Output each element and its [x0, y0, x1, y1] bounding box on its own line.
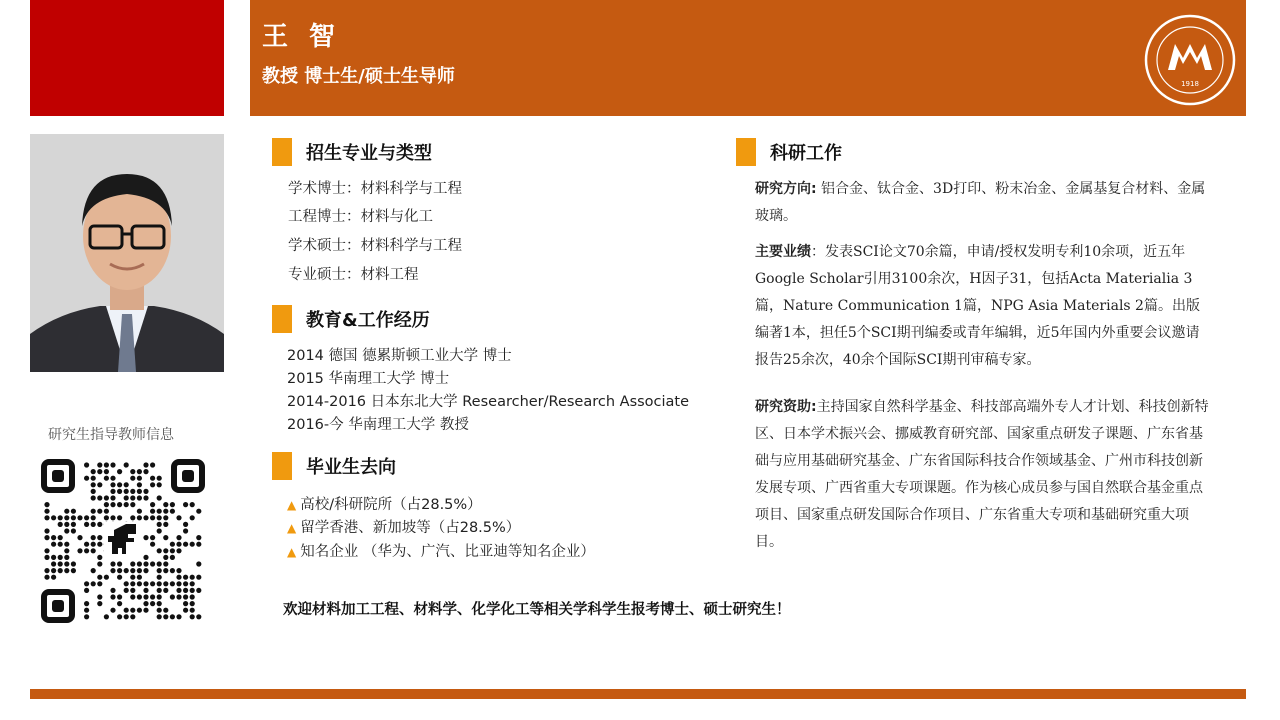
- research-funding-label: 研究资助:: [755, 399, 817, 415]
- heading-accent-bar: [272, 452, 292, 480]
- logo-year: 1918: [1181, 80, 1199, 88]
- professor-title: 教授 博士生/硕士生导师: [262, 66, 455, 87]
- research-funding-text: 主持国家自然科学基金、科技部高端外专人才计划、科技创新特区、日本学术振兴会、挪威教育研究部、国家重点研发子课题、广东省基础与应用基础研究基金、广东省国际科技合作领域基金、广州市科技创新发展专项、广西省重大专项课题。作为核心成员参与国自然联合基金重点项目、国家重点研发国际合作项目、广东省重大专项和基础研究重大项目。: [755, 399, 1209, 550]
- section-research-heading: [736, 138, 842, 166]
- welcome-message: 欢迎材料加工工程、材料学、化学化工等相关学科学生报考博士、硕士研究生！: [283, 602, 791, 618]
- graduates-line: [287, 540, 595, 561]
- graduates-line: [287, 493, 482, 514]
- professor-photo: [30, 134, 224, 372]
- research-achievements-label: 主要业绩: [755, 244, 811, 260]
- research-direction-text: 铝合金、钛合金、3D打印、粉末冶金、金属基复合材料、金属玻璃。: [755, 181, 1206, 224]
- research-achievements: [755, 239, 1211, 374]
- education-line: 2014 德国 德累斯顿工业大学 博士: [287, 348, 512, 364]
- flame-bullet-icon: ▲: [287, 498, 297, 512]
- enrollment-line: 学术博士：材料科学与工程: [288, 181, 462, 197]
- qr-caption: 研究生指导教师信息: [48, 427, 174, 443]
- graduates-text: 高校/科研院所（占28.5%）: [300, 497, 482, 513]
- header-band: [250, 0, 1246, 116]
- flame-bullet-icon: ▲: [287, 545, 297, 559]
- heading-text: 科研工作: [770, 143, 842, 164]
- enrollment-line: 工程博士：材料与化工: [288, 209, 433, 225]
- footer-band: [30, 689, 1246, 699]
- research-funding: [755, 394, 1211, 556]
- enrollment-line: 学术硕士：材料科学与工程: [288, 238, 462, 254]
- research-direction-label: 研究方向:: [755, 181, 817, 197]
- qr-code-icon[interactable]: [40, 458, 206, 624]
- graduates-line: [287, 516, 520, 537]
- section-enrollment-heading: [272, 138, 432, 166]
- heading-accent-bar: [272, 138, 292, 166]
- heading-accent-bar: [272, 305, 292, 333]
- education-line: 2015 华南理工大学 博士: [287, 371, 450, 387]
- red-accent-block: [30, 0, 224, 116]
- flame-bullet-icon: ▲: [287, 521, 297, 535]
- enrollment-line: 专业硕士：材料工程: [288, 267, 419, 283]
- education-line: 2016-今 华南理工大学 教授: [287, 417, 469, 433]
- research-direction: [755, 176, 1211, 230]
- research-achievements-text: ：发表SCI论文70余篇，申请/授权发明专利10余项，近五年Google Scholar引用3100余次，H因子31，包括Acta Materialia 3篇，Nature Communication 1篇，NPG Asia Materials 2篇。出版编著1本，担任5个SCI期刊编委或青年编辑，近5年国内外重要会议邀请报告25余次，40余个国际SCI期刊审稿专家。: [755, 244, 1200, 368]
- section-graduates-heading: [272, 452, 396, 480]
- university-logo: [1144, 14, 1236, 106]
- section-education-heading: [272, 305, 430, 333]
- graduates-text: 知名企业 （华为、广汽、比亚迪等知名企业）: [300, 544, 595, 560]
- heading-accent-bar: [736, 138, 756, 166]
- heading-text: 教育&工作经历: [306, 310, 430, 331]
- professor-name: 王 智: [262, 22, 342, 52]
- graduates-text: 留学香港、新加坡等（占28.5%）: [300, 520, 521, 536]
- education-line: 2014-2016 日本东北大学 Researcher/Research Associate: [287, 394, 690, 410]
- heading-text: 毕业生去向: [306, 457, 396, 478]
- heading-text: 招生专业与类型: [306, 143, 432, 164]
